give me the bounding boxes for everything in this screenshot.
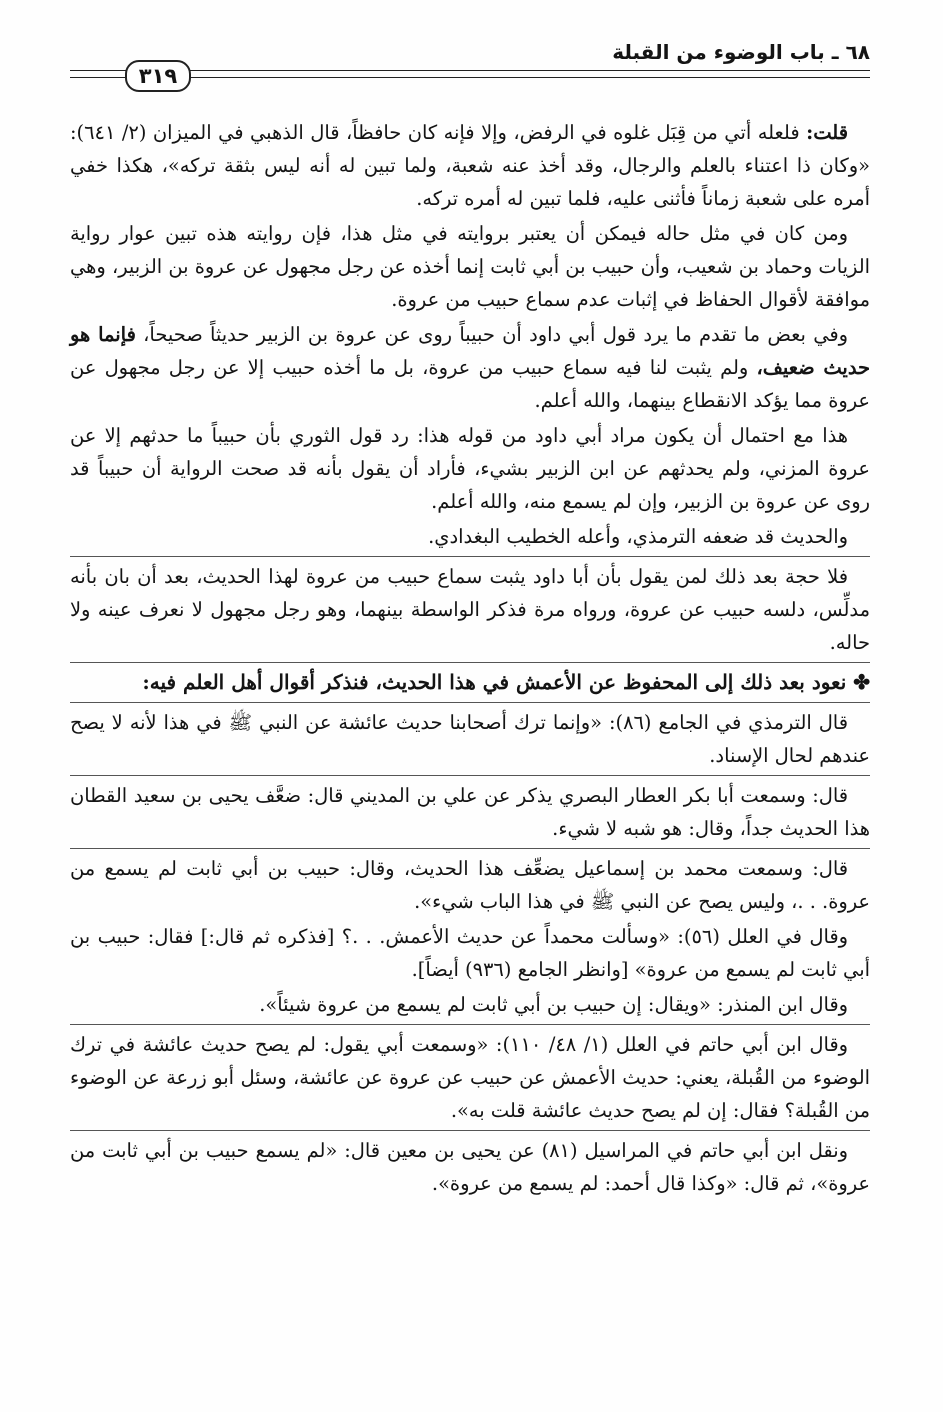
book-page: [70, 40, 870, 1380]
section-heading: ✤ نعود بعد ذلك إلى المحفوظ عن الأعمش في هذا الحديث، فنذكر أقوال أهل العلم فيه:: [142, 670, 870, 694]
paragraph-1: [70, 116, 870, 215]
paragraph-13: ونقل ابن أبي حاتم في المراسيل (٨١) عن يحيى بن معين قال: «لم يسمع حبيب بن أبي ثابت من عروة»، ثم قال: «وكذا قال أحمد: لم يسمع من عروة».: [70, 1139, 870, 1195]
paragraph-6: فلا حجة بعد ذلك لمن يقول بأن أبا داود يثبت سماع حبيب من عروة لهذا الحديث، بعد أن بان بأنه مدلِّس، دلسه حبيب عن عروة، ورواه مرة فذكر الواسطة بينهما، وهو رجل مجهول لا نعرف عينه ولا حاله.: [70, 565, 870, 654]
section-divider: [70, 775, 870, 776]
section-divider: [70, 1024, 870, 1025]
paragraph-4: هذا مع احتمال أن يكون مراد أبي داود من قوله هذا: رد قول الثوري بأن حبيباً ما حدثهم إلا عن عروة المزني، ولم يحدثهم عن ابن الزبير بشيء، فأراد أن يقول بأنه قد صحت الرواية أن حبيباً قد روى عن عروة بن الزبير، وإن لم يسمع منه، والله أعلم.: [70, 424, 870, 513]
section-divider: [70, 662, 870, 663]
paragraph-3: [70, 318, 870, 417]
paragraph-9: قال: وسمعت محمد بن إسماعيل يضعِّف هذا الحديث، وقال: حبيب بن أبي ثابت لم يسمع من عروة. . .، وليس يصح عن النبي ﷺ في هذا الباب شيء».: [70, 857, 870, 913]
paragraph-10: وقال في العلل (٥٦): «وسألت محمداً عن حديث الأعمش. . .؟ [فذكره ثم قال:] فقال: حبيب بن أبي ثابت لم يسمع من عروة» [وانظر الجامع (٩٣٦) أيضاً].: [70, 925, 870, 981]
paragraph-7: قال الترمذي في الجامع (٨٦): «وإنما ترك أصحابنا حديث عائشة عن النبي ﷺ في هذا لأنه لا يصح عندهم لحال الإسناد.: [70, 711, 870, 767]
paragraph-2: ومن كان في مثل حاله فيمكن أن يعتبر بروايته في مثل هذا، فإن روايته هذه تبين عوار رواية الزيات وحماد بن شعيب، وأن حبيب بن أبي ثابت إنما أخذه عن رجل مجهول عن عروة بن الزبير، وهي موافقة لأقوال الحفاظ في إثبات عدم سماع حبيب من عروة.: [70, 222, 870, 311]
section-divider: [70, 1130, 870, 1131]
section-divider: [70, 556, 870, 557]
paragraph-text: فلعله أتي من قِبَل غلوه في الرفض، وإلا فإنه كان حافظاً، قال الذهبي في الميزان (٢/ ٦٤١): «وكان ذا اعتناء بالعلم والرجال، وقد أخذ عنه شعبة، ولما تبين له أنه ليس بثقة تركه»، هكذا خفي أمره على شعبة زماناً فأثنى عليه، فلما تبين له أمره تركه.: [70, 121, 870, 210]
paragraph-text: ولم يثبت لنا فيه سماع حبيب من عروة، بل ما أخذه حبيب إلا عن رجل مجهول عن عروة مما يؤكد الانقطاع بينهما، والله أعلم.: [70, 356, 870, 412]
section-divider: [70, 702, 870, 703]
page-body: [70, 116, 870, 1202]
paragraph-5: والحديث قد ضعفه الترمذي، وأعله الخطيب البغدادي.: [428, 525, 848, 548]
page-header: [70, 40, 870, 100]
paragraph-11: وقال ابن المنذر: «ويقال: إن حبيب بن أبي ثابت لم يسمع من عروة شيئاً».: [259, 993, 848, 1016]
paragraph-8: قال: وسمعت أبا بكر العطار البصري يذكر عن علي بن المديني قال: ضعَّف يحيى بن سعيد القطان هذا الحديث جداً، وقال: هو شبه لا شيء.: [70, 784, 870, 840]
paragraph-bold-phrase: فإنما هو حديث ضعيف،: [70, 323, 870, 379]
chapter-title: ٦٨ ـ باب الوضوء من القبلة: [612, 40, 870, 64]
paragraph-12: وقال ابن أبي حاتم في العلل (١/ ٤٨/ ١١٠): «وسمعت أبي يقول: لم يصح حديث عائشة في ترك الوضوء من القُبلة، يعني: حديث الأعمش عن حبيب عن عروة عن عائشة، وسئل أبو زرعة عن الوضوء من القُبلة؟ فقال: إن لم يصح حديث عائشة قلت به».: [70, 1033, 870, 1122]
section-divider: [70, 848, 870, 849]
paragraph-text: وفي بعض ما تقدم ما يرد قول أبي داود أن حبيباً روى عن عروة بن الزبير حديثاً صحيحاً،: [135, 323, 848, 346]
page-number: ٣١٩: [125, 60, 191, 92]
paragraph-lead: قلت:: [806, 121, 848, 144]
